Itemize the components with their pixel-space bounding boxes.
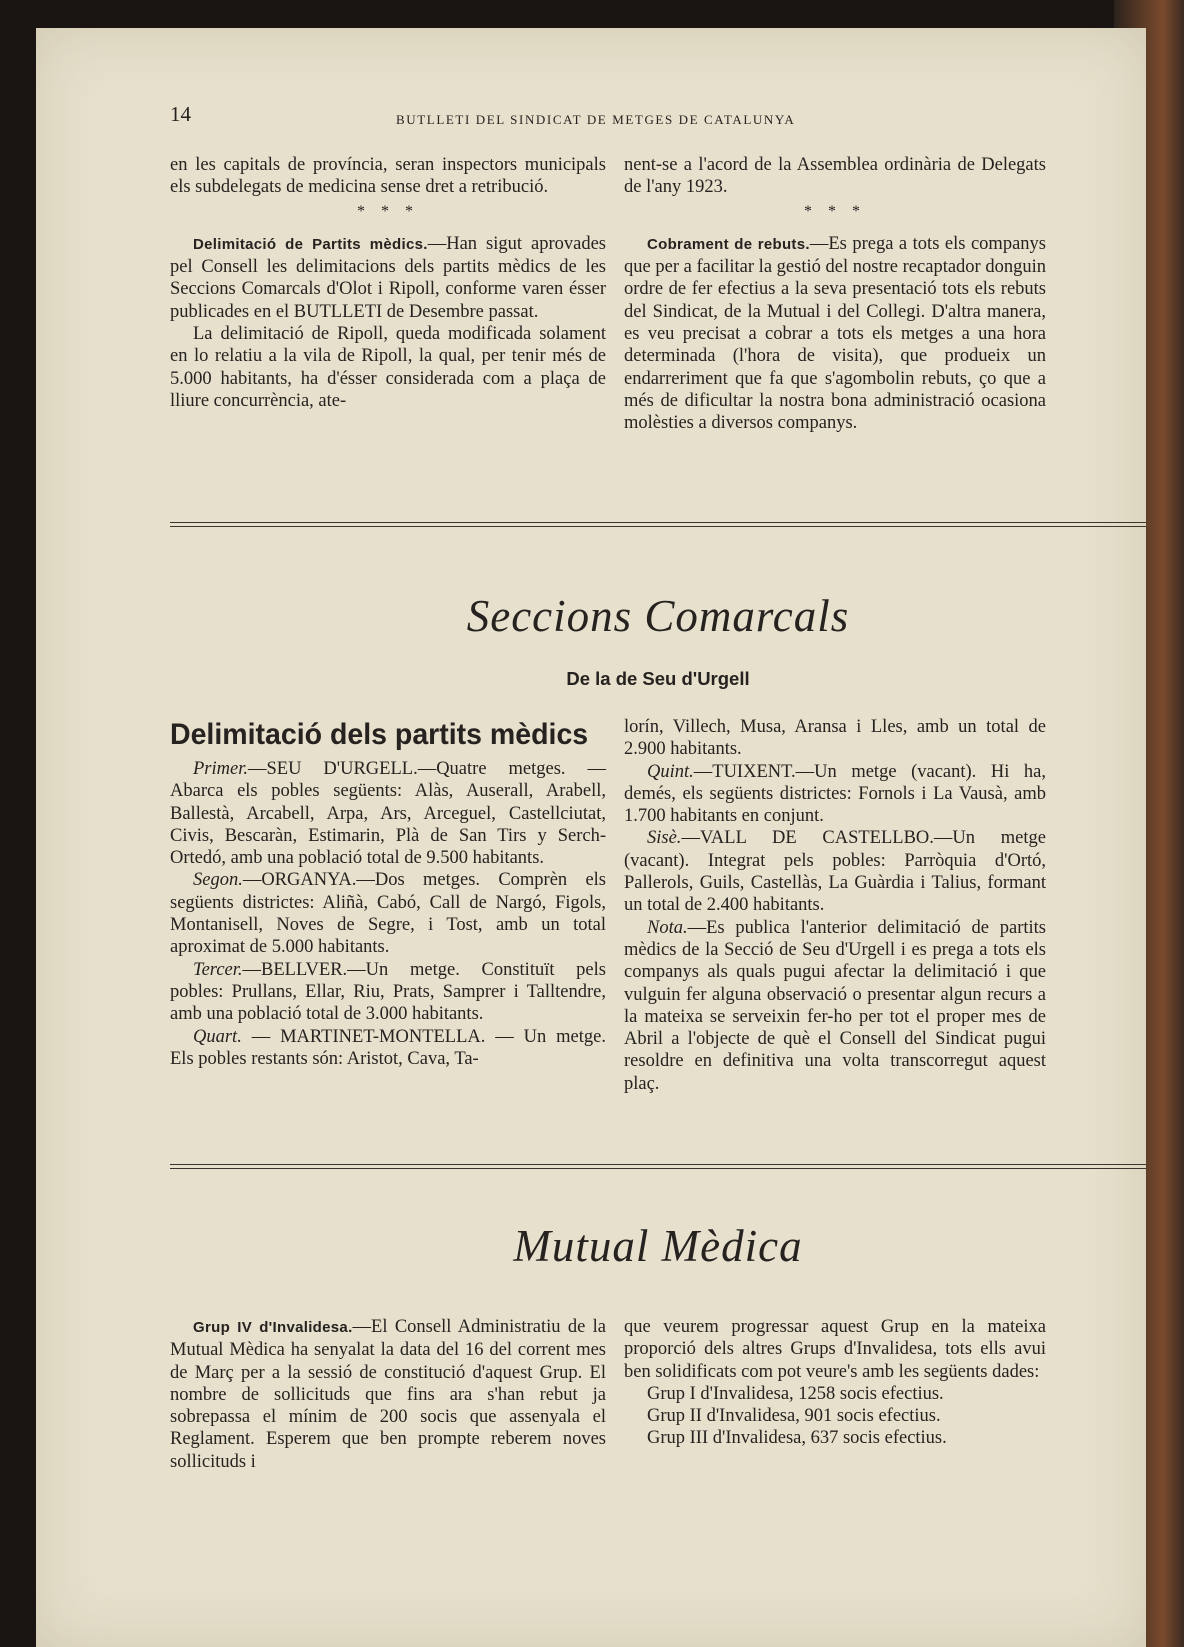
top-left-column: [170, 154, 606, 412]
district-entry: Primer.—SEU D'URGELL.—Quatre metges. —Abarca els pobles següents: Alàs, Auserall, Arabell, Ballestà, Arcabell, Arpa, Ars, Arceguel, Castellciutat, Civis, Bescaràn, Estimarin, Plà de San Tirs y Serch-Ortedó, amb una població total de 9.500 habitants.: [170, 759, 606, 869]
top-right-column: [624, 154, 1046, 435]
article-heading: Delimitació dels partits mèdics: [170, 718, 589, 751]
paragraph: La delimitació de Ripoll, queda modificada solament en lo relatiu a la vila de Ripoll, la qual, per tenir més de 5.000 habitants, ha d'ésser considerada com a plaça de lliure concurrència, ate-: [170, 324, 606, 411]
section-title: Seccions Comarcals: [466, 591, 850, 641]
double-rule: [170, 1164, 1146, 1169]
section-subtitle: De la de Seu d'Urgell: [566, 668, 750, 689]
paragraph: Cobrament de rebuts.—Es prega a tots els companys que per a facilitar la gestió del nostre recaptador donguin ordre de fer efectius a la seva presentació tots els rebuts del Sindicat, de la Mutual i del Collegi. D'altra manera, es veu precisat a cobrar a tots els metges a una hora determinada (l'hora de visita), que produeix un endarreriment que fa que s'agombolin rebuts, ço que a més de dificultar la nostra bona administració ocasiona molèsties a diversos companys.: [624, 233, 1046, 434]
run-in-title: Grup IV d'Invalidesa.: [193, 1319, 353, 1336]
paragraph: que veurem progressar aquest Grup en la mateixa proporció dels altres Grups d'Invalidesa, tots ells avui ben solidificats com pot veure's amb les següents dades:: [624, 1317, 1046, 1382]
running-head: BUTLLETI DEL SINDICAT DE METGES DE CATALUNYA: [396, 112, 796, 127]
run-in-title: Cobrament de rebuts.: [647, 235, 810, 253]
district-entry: Tercer.—BELLVER.—Un metge. Constituït pels pobles: Prullans, Ellar, Riu, Prats, Samprer i Talltendre, amb una població total de 3.000 habitants.: [170, 959, 606, 1025]
paragraph: nent-se a l'acord de la Assemblea ordinària de Delegats de l'any 1923.: [624, 155, 1046, 198]
seccions-right-column: [624, 716, 1046, 1095]
paragraph: en les capitals de província, seran inspectors municipals els subdelegats de medicina sense dret a retribució.: [170, 155, 606, 198]
seccions-left-column: [170, 716, 606, 1070]
district-entry: Sisè.—VALL DE CASTELLBO.—Un metge (vacant). Integrat pels pobles: Parròquia d'Ortó, Pallerols, Guils, Castellàs, La Guàrdia i Talius, formant un total de 2.400 habitants.: [624, 828, 1046, 916]
mutual-left-column: [170, 1316, 606, 1473]
district-entry: Quart. — MARTINET-MONTELLA. — Un metge. Els pobles restants són: Aristot, Cava, Ta-: [170, 1026, 606, 1069]
district-entry: Segon.—ORGANYA.—Dos metges. Comprèn els següents districtes: Aliñà, Cabó, Call de Nargó, Figols, Montanisell, Noves de Segre, i Tost, amb un total aproximat de 5.000 habitants.: [170, 870, 606, 958]
note-entry: Nota.—Es publica l'anterior delimitació de partits mèdics de la Secció de Seu d'Urgell i es prega a tots els companys als quals pugui afectar la delimitació i que vulguin fer alguna observació o presentar algun recurs a la mateixa se serveixin fer-ho per tot el proper mes de Abril a l'objecte de què el Consell del Sindicat pugui resoldre en definitiva una volta transcorregut aquest plaç.: [624, 917, 1046, 1094]
mutual-right-column: [624, 1316, 1046, 1450]
run-in-title: Delimitació de Partits mèdics.: [193, 235, 428, 253]
section-separator: * * *: [804, 202, 866, 220]
double-rule: [170, 522, 1146, 527]
page-number: 14: [170, 102, 191, 126]
paragraph: Delimitació de Partits mèdics.—Han sigut aprovades pel Consell les delimitacions dels partits mèdics de les Seccions Comarcals d'Olot i Ripoll, conforme varen ésser publicades en el BUTLLETI de Desembre passat.: [170, 233, 606, 322]
section-separator: * * *: [357, 202, 419, 220]
district-entry: Quint.—TUIXENT.—Un metge (vacant). Hi ha, demés, els següents districtes: Fornols i La Vausà, amb 1.700 habitants en conjunt.: [624, 761, 1046, 827]
group-data-line: Grup III d'Invalidesa, 637 socis efectius.: [647, 1428, 947, 1449]
document-page: [36, 28, 1146, 1647]
paragraph: Grup IV d'Invalidesa.—El Consell Administratiu de la Mutual Mèdica ha senyalat la data del 16 del corrent mes de Març per a la sessió de constitució d'aquest Grup. El nombre de sollicituds que fins ara s'han rebut ja sobrepassa el mínim de 200 socis que assenyala el Reglament. Esperem que ben prompte reberem noves sollicituds i: [170, 1317, 606, 1472]
group-data-line: Grup II d'Invalidesa, 901 socis efectius.: [647, 1406, 941, 1427]
group-data-line: Grup I d'Invalidesa, 1258 socis efectius.: [647, 1383, 944, 1404]
paragraph: lorín, Villech, Musa, Aransa i Lles, amb un total de 2.900 habitants.: [624, 717, 1046, 760]
section-title: Mutual Mèdica: [513, 1221, 803, 1271]
